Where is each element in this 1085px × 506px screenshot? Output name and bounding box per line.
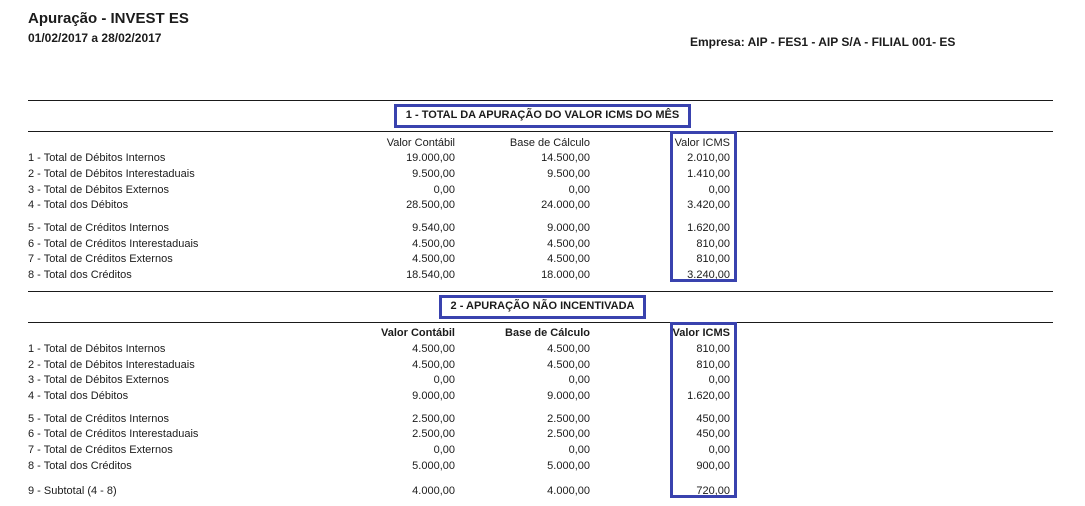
cell-valor-icms: 0,00 xyxy=(708,374,730,387)
cell-valor-icms: 1.620,00 xyxy=(687,389,730,402)
cell-base-calculo: 9.000,00 xyxy=(547,222,590,235)
cell-valor-contabil: 2.500,00 xyxy=(412,428,455,441)
table-row xyxy=(28,389,1085,405)
column-header-valor-contabil: Valor Contábil xyxy=(386,136,455,149)
table-row xyxy=(28,357,1085,373)
cell-base-calculo: 4.500,00 xyxy=(547,358,590,371)
cell-base-calculo: 4.000,00 xyxy=(547,485,590,498)
row-label: 5 - Total de Créditos Internos xyxy=(28,222,170,235)
row-label: 6 - Total de Créditos Interestaduais xyxy=(28,428,199,441)
cell-valor-icms: 810,00 xyxy=(696,342,730,355)
row-group xyxy=(28,411,1085,474)
column-header-valor-icms: Valor ICMS xyxy=(672,327,730,339)
table-row xyxy=(28,484,1085,500)
table-header-row xyxy=(28,135,1085,151)
cell-base-calculo: 4.500,00 xyxy=(547,253,590,266)
report-section-2 xyxy=(0,291,1085,504)
row-label: 3 - Total de Débitos Externos xyxy=(28,374,170,387)
row-group xyxy=(28,342,1085,405)
row-label: 1 - Total de Débitos Internos xyxy=(28,152,166,165)
row-label: 7 - Total de Créditos Externos xyxy=(28,253,173,266)
cell-valor-contabil: 4.500,00 xyxy=(412,237,455,250)
cell-valor-icms: 450,00 xyxy=(696,428,730,441)
report-title: Apuração - INVEST ES xyxy=(28,10,189,27)
cell-valor-contabil: 9.000,00 xyxy=(412,389,455,402)
column-header-base-calculo: Base de Cálculo xyxy=(505,327,590,339)
cell-valor-icms: 450,00 xyxy=(696,412,730,425)
cell-valor-contabil: 4.500,00 xyxy=(412,358,455,371)
cell-valor-contabil: 28.500,00 xyxy=(406,199,455,212)
cell-valor-icms: 2.010,00 xyxy=(687,152,730,165)
cell-valor-icms: 1.620,00 xyxy=(687,222,730,235)
column-header-base-calculo: Base de Cálculo xyxy=(509,136,590,149)
cell-base-calculo: 4.500,00 xyxy=(547,237,590,250)
section-table xyxy=(0,132,1085,288)
row-label: 7 - Total de Créditos Externos xyxy=(28,443,173,456)
cell-valor-contabil: 4.500,00 xyxy=(412,342,455,355)
row-label: 3 - Total de Débitos Externos xyxy=(28,183,170,196)
column-header-valor-icms: Valor ICMS xyxy=(674,136,730,149)
cell-base-calculo: 9.000,00 xyxy=(547,389,590,402)
row-group xyxy=(28,484,1085,500)
cell-base-calculo: 0,00 xyxy=(568,183,590,196)
cell-valor-icms: 1.410,00 xyxy=(687,168,730,181)
cell-base-calculo: 2.500,00 xyxy=(547,428,590,441)
table-row xyxy=(28,151,1085,167)
section-title: 1 - TOTAL DA APURAÇÃO DO VALOR ICMS DO MÊS xyxy=(394,104,691,128)
row-label: 1 - Total de Débitos Internos xyxy=(28,342,166,355)
table-row xyxy=(28,182,1085,198)
cell-valor-contabil: 4.500,00 xyxy=(412,253,455,266)
cell-valor-contabil: 9.540,00 xyxy=(412,222,455,235)
table-row xyxy=(28,252,1085,268)
row-label: 8 - Total dos Créditos xyxy=(28,459,132,472)
cell-valor-icms: 810,00 xyxy=(696,253,730,266)
cell-valor-icms: 0,00 xyxy=(708,443,730,456)
cell-base-calculo: 18.000,00 xyxy=(541,269,590,282)
row-label: 8 - Total dos Créditos xyxy=(28,269,132,282)
section-table xyxy=(0,323,1085,504)
table-row xyxy=(28,373,1085,389)
cell-base-calculo: 5.000,00 xyxy=(547,459,590,472)
table-row xyxy=(28,198,1085,214)
table-row xyxy=(28,411,1085,427)
cell-base-calculo: 0,00 xyxy=(568,443,590,456)
cell-valor-contabil: 4.000,00 xyxy=(412,485,455,498)
row-label: 4 - Total dos Débitos xyxy=(28,199,129,212)
row-label: 2 - Total de Débitos Interestaduais xyxy=(28,358,195,371)
cell-valor-icms: 900,00 xyxy=(696,459,730,472)
row-group xyxy=(28,151,1085,214)
cell-valor-contabil: 9.500,00 xyxy=(412,168,455,181)
section-title: 2 - APURAÇÃO NÃO INCENTIVADA xyxy=(439,295,647,319)
cell-base-calculo: 4.500,00 xyxy=(547,342,590,355)
cell-valor-contabil: 0,00 xyxy=(433,443,455,456)
table-row xyxy=(28,236,1085,252)
cell-base-calculo: 0,00 xyxy=(568,374,590,387)
cell-valor-icms: 810,00 xyxy=(696,237,730,250)
cell-base-calculo: 14.500,00 xyxy=(541,152,590,165)
cell-base-calculo: 9.500,00 xyxy=(547,168,590,181)
report-body xyxy=(0,100,1085,504)
row-group xyxy=(28,221,1085,284)
table-row xyxy=(28,342,1085,358)
cell-valor-contabil: 19.000,00 xyxy=(406,152,455,165)
company-info: Empresa: AIP - FES1 - AIP S/A - FILIAL 001- ES xyxy=(690,35,956,49)
row-label: 9 - Subtotal (4 - 8) xyxy=(28,485,117,498)
table-row xyxy=(28,268,1085,284)
table-row xyxy=(28,167,1085,183)
cell-valor-contabil: 0,00 xyxy=(433,374,455,387)
cell-valor-contabil: 18.540,00 xyxy=(406,269,455,282)
table-header-row xyxy=(28,326,1085,342)
section-title-row xyxy=(0,292,1085,322)
cell-valor-contabil: 2.500,00 xyxy=(412,412,455,425)
row-label: 4 - Total dos Débitos xyxy=(28,389,129,402)
cell-valor-icms: 0,00 xyxy=(708,183,730,196)
cell-valor-contabil: 0,00 xyxy=(433,183,455,196)
cell-base-calculo: 2.500,00 xyxy=(547,412,590,425)
row-label: 5 - Total de Créditos Internos xyxy=(28,412,170,425)
table-row xyxy=(28,221,1085,237)
column-header-valor-contabil: Valor Contábil xyxy=(381,327,455,339)
report-period: 01/02/2017 a 28/02/2017 xyxy=(28,31,162,45)
section-title-row xyxy=(0,101,1085,131)
cell-base-calculo: 24.000,00 xyxy=(541,199,590,212)
table-row xyxy=(28,458,1085,474)
row-label: 2 - Total de Débitos Interestaduais xyxy=(28,168,195,181)
row-label: 6 - Total de Créditos Interestaduais xyxy=(28,237,199,250)
cell-valor-icms: 810,00 xyxy=(696,358,730,371)
cell-valor-icms: 3.420,00 xyxy=(687,199,730,212)
cell-valor-icms: 3.240,00 xyxy=(687,269,730,282)
cell-valor-contabil: 5.000,00 xyxy=(412,459,455,472)
table-row xyxy=(28,427,1085,443)
cell-valor-icms: 720,00 xyxy=(696,485,730,498)
table-row xyxy=(28,443,1085,459)
report-section-1 xyxy=(0,100,1085,288)
